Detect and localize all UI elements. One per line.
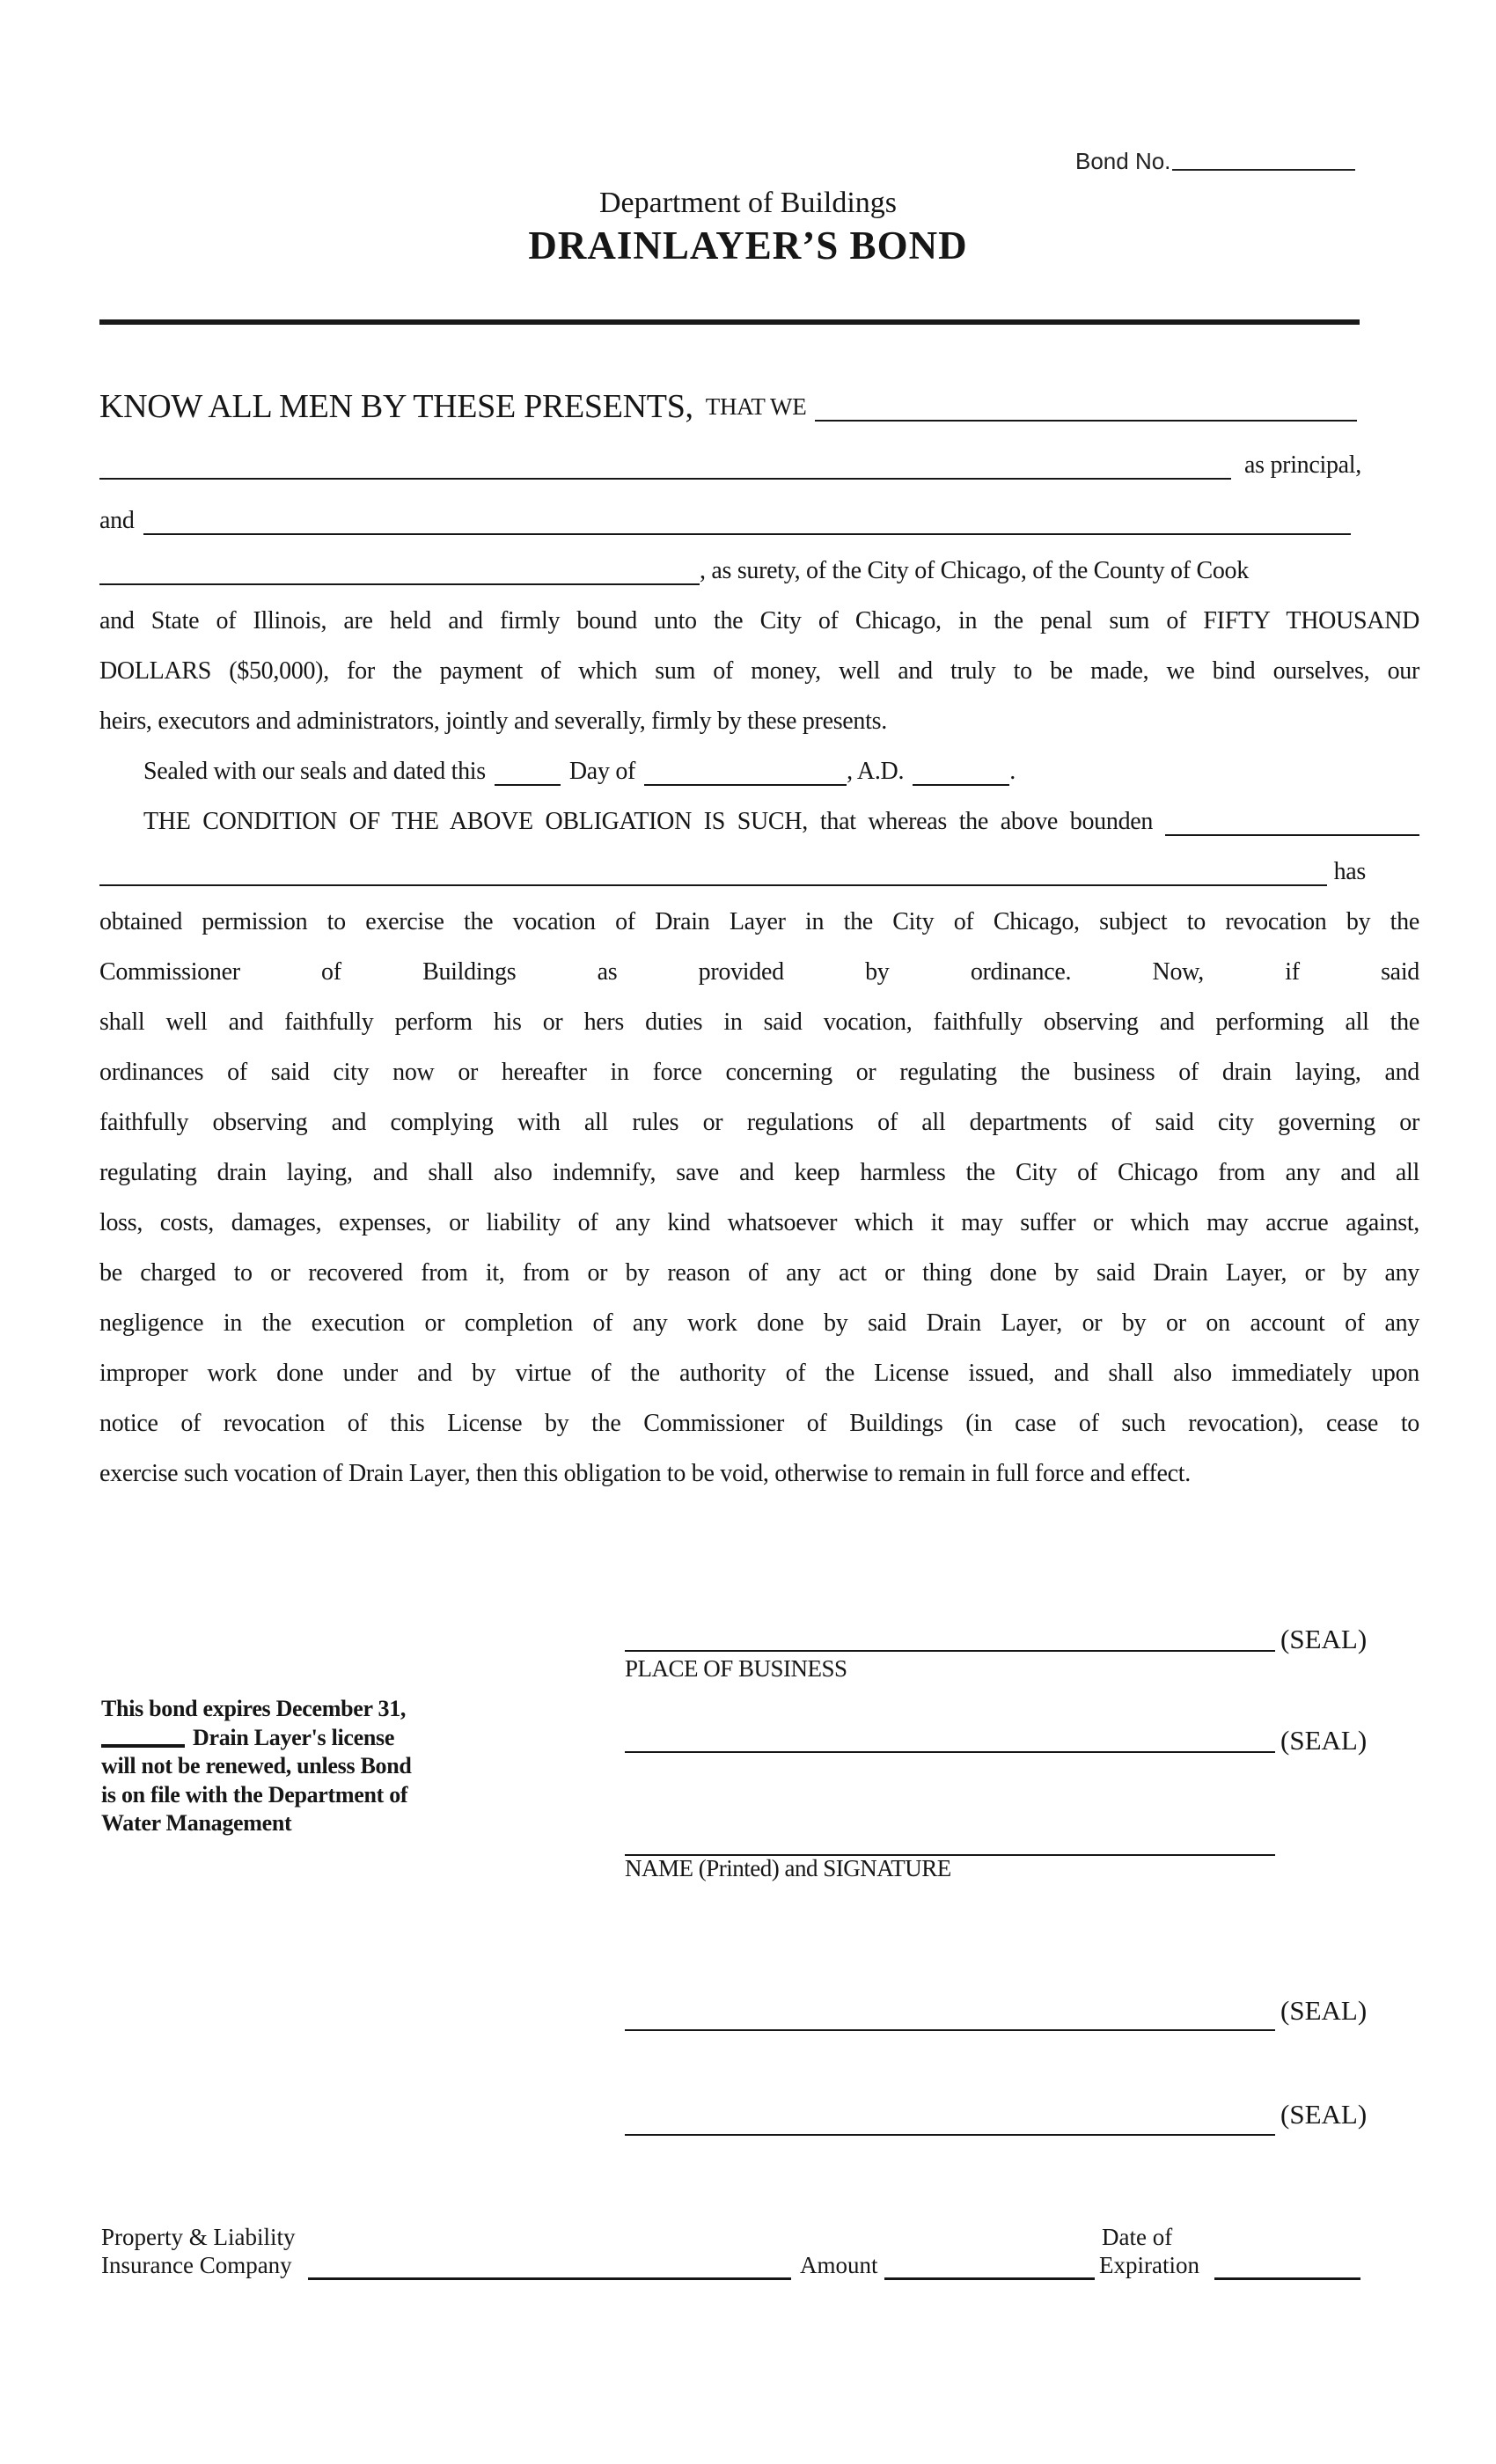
note-line-2-text: Drain Layer's license: [193, 1724, 395, 1750]
dollars-line: DOLLARS ($50,000), for the payment of which sum of money, well and truly to be made, we bind ourselves, our: [99, 657, 1419, 685]
sealed-text-b: Day of: [568, 758, 636, 785]
paragraph-line: loss, costs, damages, expenses, or liability of any kind whatsoever which it may suffer or which may accrue against,: [99, 1209, 1419, 1236]
as-principal-line: [99, 440, 1419, 490]
sealed-text-d: .: [1009, 758, 1016, 785]
as-surety-text: , as surety, of the City of Chicago, of the County of Cook: [700, 557, 1249, 584]
seal-label-1: (SEAL): [1280, 1624, 1368, 1654]
signature-line-4: [625, 2134, 1275, 2136]
signature-line-3: [625, 2029, 1275, 2031]
sealed-dated-line: [99, 746, 1419, 796]
paragraph-line: negligence in the execution or completion of any work done by said Drain Layer, or by or on account of any: [99, 1309, 1419, 1337]
bond-no-blank-line: [1172, 169, 1355, 171]
as-surety-line: [99, 546, 1419, 596]
paragraph-line: notice of revocation of this License by the Commissioner of Buildings (in case of such revocation), cease to: [99, 1410, 1419, 1437]
seal-label-4: (SEAL): [1280, 2099, 1368, 2130]
amount-label: Amount: [800, 2252, 878, 2278]
header-divider-rule: [99, 319, 1360, 325]
that-we-caps: THAT WE: [705, 393, 807, 420]
note-line-2: [101, 1724, 471, 1753]
paragraph-line: ordinances of said city now or hereafter in force concerning or regulating the business of drain laying, and: [99, 1059, 1419, 1086]
condition-rest: that whereas the above bounden: [819, 808, 1154, 835]
department-heading: Department of Buildings: [598, 187, 898, 219]
principal-name-blank-2: [99, 440, 1231, 480]
amount-blank: [884, 2277, 1095, 2280]
day-blank: [495, 746, 561, 786]
paragraph-line: faithfully observing and complying with all rules or regulations of all departments of said city governing or: [99, 1109, 1419, 1136]
name-and-signature-label: NAME (Printed) and SIGNATURE: [625, 1855, 951, 1881]
paragraph-line: improper work done under and by virtue of the authority of the License issued, and shall also immediately upon: [99, 1360, 1419, 1387]
has-text: has: [1333, 858, 1366, 885]
has-line: [99, 847, 1419, 897]
bounden-name-blank-2: [99, 847, 1327, 886]
note-line-1: This bond expires December 31,: [101, 1696, 407, 1721]
note-line-3: will not be renewed, unless Bond: [101, 1753, 412, 1778]
paragraph-line: obtained permission to exercise the vocation of Drain Layer in the City of Chicago, subject to revocation by the: [99, 908, 1419, 935]
seal-label-2: (SEAL): [1280, 1725, 1368, 1756]
surety-name-blank-1: [143, 495, 1351, 535]
note-line-5: Water Management: [101, 1810, 292, 1836]
insurance-company-label: Insurance Company: [101, 2252, 292, 2278]
year-blank: [913, 746, 1009, 786]
paragraph-line: shall well and faithfully perform his or hers duties in said vocation, faithfully observing and performing all the: [99, 1008, 1419, 1036]
signature-line-2: [625, 1751, 1275, 1753]
surety-name-blank-2: [99, 546, 700, 585]
and-line: [99, 495, 1419, 546]
note-line-4: is on file with the Department of: [101, 1781, 408, 1808]
paragraph-line: Commissioner of Buildings as provided by ordinance. Now, if said: [99, 958, 1419, 986]
condition-line: [99, 796, 1419, 847]
insurance-company-blank: [308, 2277, 791, 2280]
month-blank: [644, 746, 847, 786]
seal-label-3: (SEAL): [1280, 1995, 1368, 2026]
sealed-text-a: Sealed with our seals and dated this: [143, 758, 486, 785]
as-principal-text: as principal,: [1244, 451, 1361, 479]
know-all-men-caps: KNOW ALL MEN BY THESE PRESENTS,: [99, 388, 693, 425]
heirs-line: heirs, executors and administrators, jointly and severally, firmly by these presents.: [99, 708, 887, 735]
principal-name-blank-1: [815, 382, 1357, 422]
expiration-label: Expiration: [1099, 2252, 1199, 2278]
page-title: DRAINLAYER’S BOND: [528, 224, 968, 268]
property-liability-label: Property & Liability: [101, 2224, 296, 2250]
paragraph-line: regulating drain laying, and shall also indemnify, save and keep harmless the City of Chicago from any and all: [99, 1159, 1419, 1186]
condition-caps: THE CONDITION OF THE ABOVE OBLIGATION IS SUCH,: [143, 808, 808, 835]
bond-body-text: [99, 382, 1419, 1499]
paragraph-line: be charged to or recovered from it, from or by reason of any act or thing done by said Drain Layer, or by any: [99, 1259, 1419, 1287]
bond-expiry-note: [101, 1695, 471, 1838]
know-all-men-line: [99, 382, 1419, 432]
date-of-label: Date of: [1102, 2224, 1173, 2250]
bounden-name-blank-1: [1165, 796, 1419, 836]
bond-no-label: Bond No.: [1075, 148, 1171, 174]
sealed-text-c: , A.D.: [847, 758, 905, 785]
place-of-business-label: PLACE OF BUSINESS: [625, 1655, 847, 1682]
paragraph-line: exercise such vocation of Drain Layer, then this obligation to be void, otherwise to remain in full force and effect.: [99, 1460, 1191, 1487]
expiry-year-blank: [101, 1724, 185, 1749]
bound-line: and State of Illinois, are held and firmly bound unto the City of Chicago, in the penal sum of FIFTY THOUSAND: [99, 607, 1419, 634]
expiration-blank: [1214, 2277, 1360, 2280]
and-text: and: [99, 507, 135, 534]
place-of-business-signature-line: [625, 1650, 1275, 1652]
